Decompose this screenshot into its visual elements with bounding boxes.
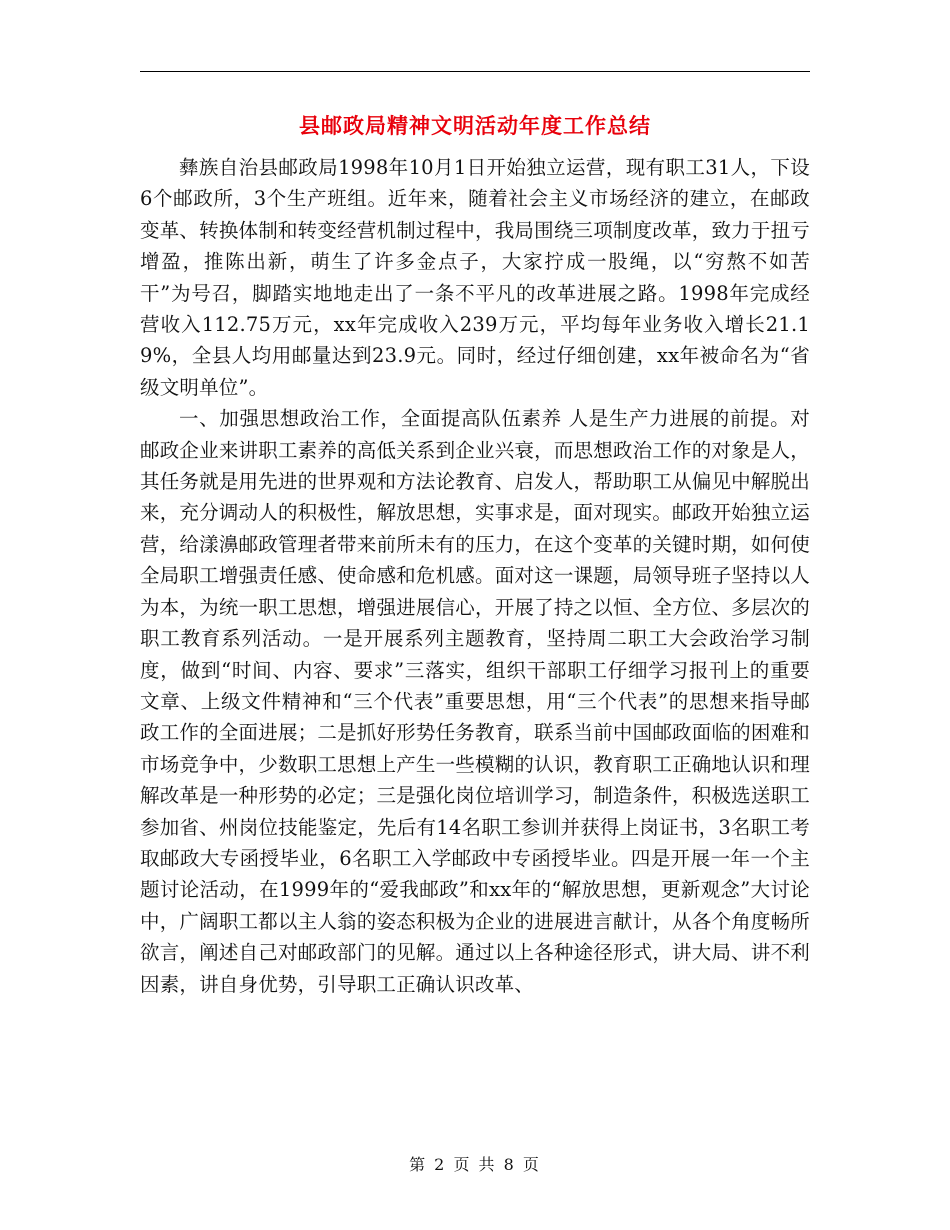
document-title: 县邮政局精神文明活动年度工作总结 xyxy=(299,114,651,138)
header-rule xyxy=(140,71,810,72)
document-body xyxy=(140,152,810,1000)
paragraph-section-one: 一、加强思想政治工作，全面提高队伍素养 人是生产力进展的前提。对邮政企业来讲职工素养的高低关系到企业兴衰，而思想政治工作的对象是人，其任务就是用先进的世界观和方法论教育、启发人，帮助职工从偏见中解脱出来，充分调动人的积极性，解放思想，实事求是，面对现实。邮政开始独立运营，给漾濞邮政管理者带来前所未有的压力，在这个变革的关键时期，如何使全局职工增强责任感、使命感和危机感。面对这一课题，局领导班子坚持以人为本，为统一职工思想，增强进展信心，开展了持之以恒、全方位、多层次的职工教育系列活动。一是开展系列主题教育，坚持周二职工大会政治学习制度，做到“时间、内容、要求”三落实，组织干部职工仔细学习报刊上的重要文章、上级文件精神和“三个代表”重要思想，用“三个代表”的思想来指导邮政工作的全面进展；二是抓好形势任务教育，联系当前中国邮政面临的困难和市场竞争中，少数职工思想上产生一些模糊的认识，教育职工正确地认识和理解改革是一种形势的必定；三是强化岗位培训学习，制造条件，积极选送职工参加省、州岗位技能鉴定，先后有14名职工参训并获得上岗证书，3名职工考取邮政大专函授毕业，6名职工入学邮政中专函授毕业。四是开展一年一个主题讨论活动，在1999年的“爱我邮政”和xx年的“解放思想，更新观念”大讨论中，广阔职工都以主人翁的姿态积极为企业的进展进言献计，从各个角度畅所欲言，阐述自己对邮政部门的见解。通过以上各种途径形式，讲大局、讲不利因素，讲自身优势，引导职工正确认识改革、 xyxy=(140,407,810,996)
page-number-footer: 第 2 页 共 8 页 xyxy=(409,1155,541,1174)
paragraph-intro: 彝族自治县邮政局1998年10月1日开始独立运营，现有职工31人，下设6个邮政所，3个生产班组。近年来，随着社会主义市场经济的建立，在邮政变革、转换体制和转变经营机制过程中，我局围绕三项制度改革，致力于扭亏增盈，推陈出新，萌生了许多金点子，大家拧成一股绳，以“穷熬不如苦干”为号召，脚踏实地地走出了一条不平凡的改革进展之路。1998年完成经营收入112.75万元，xx年完成收入239万元，平均每年业务收入增长21.19%，全县人均用邮量达到23.9元。同时，经过仔细创建，xx年被命名为“省级文明单位”。 xyxy=(140,156,810,399)
